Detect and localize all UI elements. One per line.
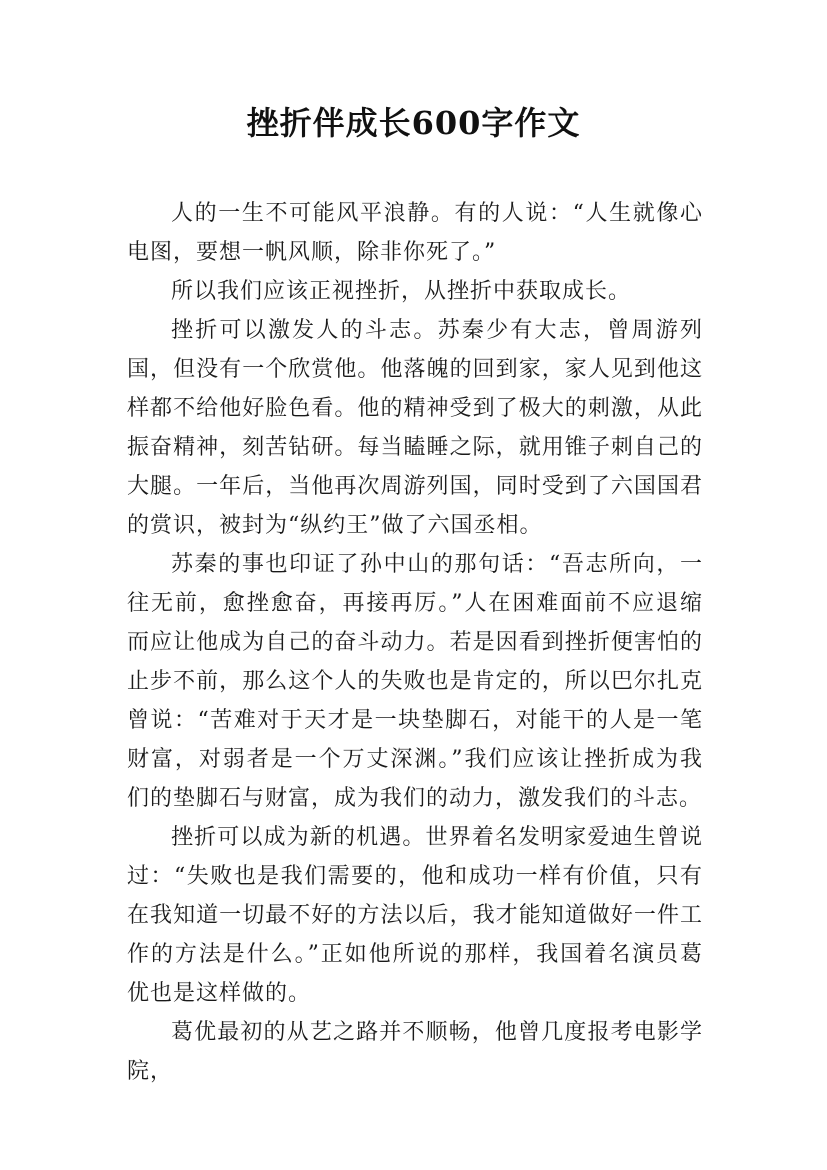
paragraph-4: 苏秦的事也印证了孙中山的那句话：“吾志所向，一往无前，愈挫愈奋，再接再厉。”人在困难面前不应退缩而应让他成为自己的奋斗动力。若是因看到挫折便害怕的止步不前，那么这个人的失败也是肯定的，所以巴尔扎克曾说：“苦难对于天才是一块垫脚石，对能干的人是一笔财富，对弱者是一个万丈深渊。”我们应该让挫折成为我们的垫脚石与财富，成为我们的动力，激发我们的斗志。	[127, 552, 703, 811]
paragraph-1: 人的一生不可能风平浪静。有的人说：“人生就像心电图，要想一帆风顺，除非你死了。”	[127, 201, 703, 265]
page-title: 挫折伴成长600字作文	[246, 104, 581, 142]
essay-body	[127, 194, 703, 1091]
paragraph-6: 葛优最初的从艺之路并不顺畅，他曾几度报考电影学院，	[127, 1020, 703, 1084]
paragraph-2: 所以我们应该正视挫折，从挫折中获取成长。	[171, 279, 632, 304]
paragraph-5: 挫折可以成为新的机遇。世界着名发明家爱迪生曾说过：“失败也是我们需要的，他和成功一样有价值，只有在我知道一切最不好的方法以后，我才能知道做好一件工作的方法是什么。”正如他所说的那样，我国着名演员葛优也是这样做的。	[127, 825, 703, 1006]
paragraph-3: 挫折可以激发人的斗志。苏秦少有大志，曾周游列国，但没有一个欣赏他。他落魄的回到家，家人见到他这样都不给他好脸色看。他的精神受到了极大的刺激，从此振奋精神，刻苦钻研。每当瞌睡之际，就用锥子刺自己的大腿。一年后，当他再次周游列国，同时受到了六国国君的赏识，被封为“纵约王”做了六国丞相。	[127, 318, 703, 538]
